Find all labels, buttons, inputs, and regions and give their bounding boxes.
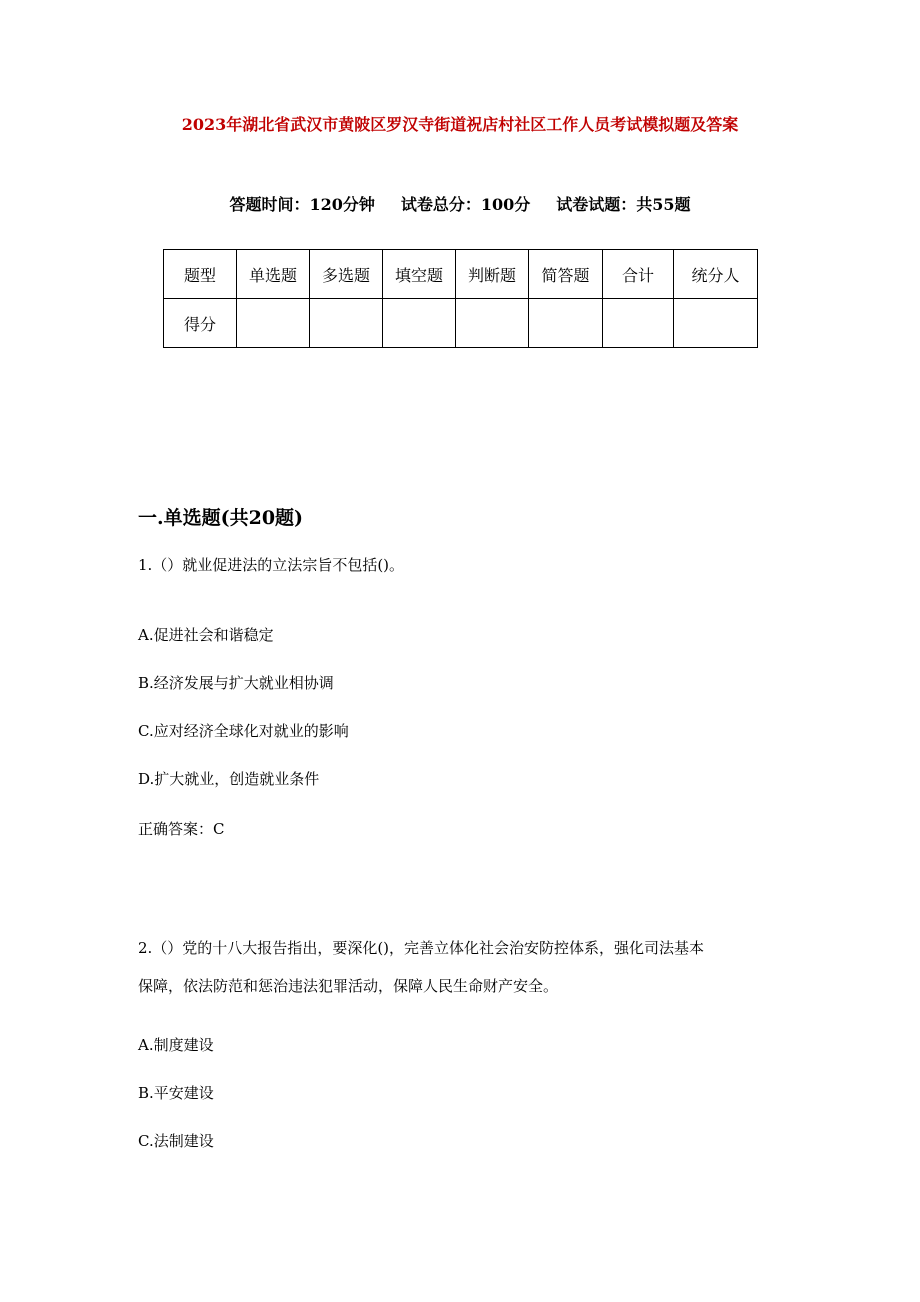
question-2-option-c: C.法制建设 — [138, 1132, 214, 1150]
question-1-option-d: D.扩大就业，创造就业条件 — [138, 770, 320, 788]
question-1-answer: 正确答案：C — [138, 820, 225, 838]
score-table-header-row — [164, 250, 758, 299]
question-2-stem-line-1: 2.（）党的十八大报告指出，要深化()，完善立体化社会治安防控体系，强化司法基本 — [138, 939, 705, 957]
score-table-score-row — [164, 299, 758, 348]
score-cell — [310, 299, 383, 348]
score-table-header-cell: 合计 — [603, 250, 674, 299]
score-cell — [456, 299, 529, 348]
score-table-header-cell: 填空题 — [383, 250, 456, 299]
question-1-option-a: A.促进社会和谐稳定 — [138, 626, 274, 644]
exam-time: 答题时间：120分钟 — [229, 195, 375, 214]
score-table — [163, 249, 758, 348]
score-cell — [237, 299, 310, 348]
score-table-header-cell: 简答题 — [529, 250, 603, 299]
question-1-stem: 1.（）就业促进法的立法宗旨不包括()。 — [138, 556, 405, 574]
score-table-header-cell: 判断题 — [456, 250, 529, 299]
section-title: 一.单选题(共20题) — [138, 507, 304, 529]
score-table-header-cell: 题型 — [164, 250, 237, 299]
question-1-option-c: C.应对经济全球化对就业的影响 — [138, 722, 349, 740]
exam-question-count: 试卷试题：共55题 — [556, 195, 691, 214]
question-2-stem-line-2: 保障，依法防范和惩治违法犯罪活动，保障人民生命财产安全。 — [138, 977, 559, 995]
score-table-header-cell: 统分人 — [674, 250, 758, 299]
score-cell — [529, 299, 603, 348]
score-cell — [603, 299, 674, 348]
score-table-header-cell: 多选题 — [310, 250, 383, 299]
document-title: 2023年湖北省武汉市黄陂区罗汉寺街道祝店村社区工作人员考试模拟题及答案 — [181, 115, 739, 134]
exam-meta — [0, 193, 920, 217]
score-table-header-cell: 单选题 — [237, 250, 310, 299]
question-2-option-b: B.平安建设 — [138, 1084, 214, 1102]
question-2-option-a: A.制度建设 — [138, 1036, 214, 1054]
score-cell — [383, 299, 456, 348]
score-row-label: 得分 — [164, 299, 237, 348]
question-1-option-b: B.经济发展与扩大就业相协调 — [138, 674, 334, 692]
exam-total-score: 试卷总分：100分 — [400, 195, 531, 214]
score-cell — [674, 299, 758, 348]
